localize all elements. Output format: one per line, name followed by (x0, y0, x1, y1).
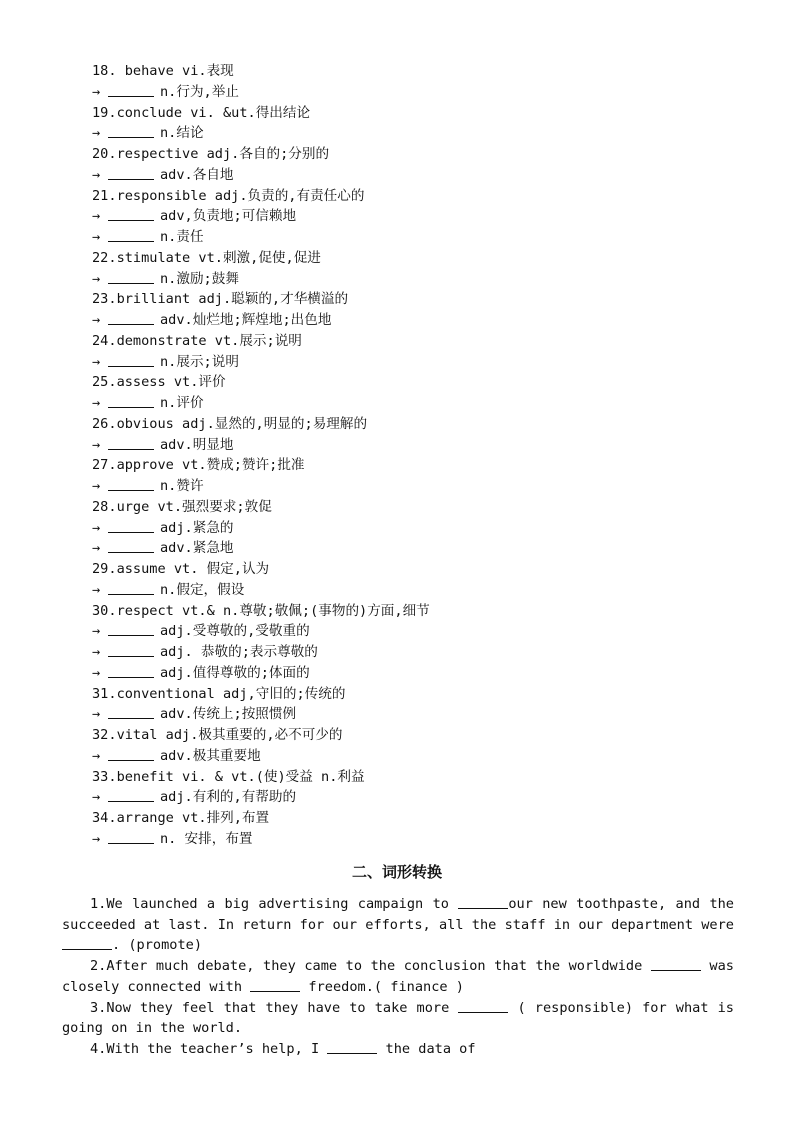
derived-form-row (92, 746, 430, 767)
entry-headword: behave vi.表现 (116, 63, 234, 79)
entry-number: 26. (92, 415, 117, 432)
derived-form-hint: n.假定，假设 (160, 581, 245, 598)
vocabulary-list (92, 61, 430, 850)
sentence-fragment: 2.After much debate, they came to the conclusion that the worldwide (90, 958, 651, 975)
entry-number: 33. (92, 768, 117, 785)
vocab-entry (92, 497, 430, 518)
entry-headword: respect vt.& n.尊敬;敬佩;(事物的)方面,细节 (116, 602, 430, 619)
answer-blank[interactable] (108, 643, 154, 657)
section-title: 二、词形转换 (351, 863, 442, 881)
derived-form-row (92, 580, 430, 601)
vocab-entry (92, 186, 430, 207)
entry-headword: respective adj.各自的;分别的 (116, 146, 330, 162)
entry-number: 23. (92, 291, 117, 308)
entry-headword: conclude vi. &ut.得出结论 (116, 104, 311, 121)
answer-blank[interactable] (108, 166, 154, 180)
sentence-fragment: . (promote) (112, 937, 203, 954)
entry-number: 20. (92, 146, 117, 162)
entry-number: 34. (92, 810, 117, 826)
vocab-entry (92, 601, 430, 622)
arrow-icon: → (92, 312, 101, 328)
arrow-icon: → (92, 83, 101, 100)
derived-form-hint: adj.有利的,有帮助的 (160, 789, 297, 806)
exercise-sentence (62, 894, 734, 956)
vocab-entry (92, 61, 430, 82)
entry-headword: assume vt. 假定,认为 (116, 561, 270, 577)
vocab-entry (92, 559, 430, 580)
answer-blank[interactable] (108, 436, 154, 450)
answer-blank[interactable] (108, 124, 154, 138)
derived-form-row (92, 206, 430, 227)
derived-form-hint: n. 安排，布置 (160, 830, 253, 847)
derived-form-row (92, 393, 430, 414)
answer-blank[interactable] (458, 999, 508, 1013)
derived-form-hint: adv.各自地 (160, 166, 234, 183)
arrow-icon: → (92, 125, 101, 142)
arrow-icon: → (92, 353, 101, 370)
sentence-fragment: our new toothpaste, and the succeeded at last. In return for our efforts, all the staff in our department were (62, 896, 734, 933)
derived-form-row (92, 123, 430, 144)
derived-form-row (92, 165, 430, 186)
derived-form-hint: n.赞许 (160, 478, 204, 494)
arrow-icon: → (92, 519, 101, 536)
derived-form-hint: adv.紧急地 (160, 540, 234, 557)
arrow-icon: → (92, 436, 101, 453)
answer-blank[interactable] (108, 830, 154, 844)
arrow-icon: → (92, 830, 101, 847)
entry-number: 31. (92, 685, 117, 702)
entry-headword: assess vt.评价 (116, 374, 226, 391)
derived-form-row (92, 787, 430, 808)
answer-blank[interactable] (62, 936, 112, 950)
arrow-icon: → (92, 664, 101, 681)
entry-number: 19. (92, 104, 117, 121)
entry-headword: stimulate vt.刺激,促使,促进 (116, 249, 321, 266)
derived-form-row (92, 310, 430, 331)
arrow-icon: → (92, 747, 101, 764)
vocab-entry (92, 808, 430, 829)
derived-form-hint: adj. 恭敬的;表示尊敬的 (160, 644, 318, 660)
sentence-fragment: 3.Now they feel that they have to take more (90, 999, 459, 1016)
answer-blank[interactable] (327, 1040, 377, 1054)
exercise-sentence (62, 998, 734, 1039)
entry-headword: approve vt.赞成;赞许;批准 (116, 457, 305, 474)
vocab-entry (92, 684, 430, 705)
entry-number: 29. (92, 561, 117, 577)
derived-form-hint: adv.传统上;按照惯例 (160, 706, 297, 723)
entry-number: 18. (92, 63, 117, 79)
answer-blank[interactable] (108, 83, 154, 97)
derived-form-row (92, 476, 430, 497)
entry-number: 21. (92, 187, 117, 204)
derived-form-row (92, 82, 430, 103)
entry-headword: brilliant adj.聪颖的,才华横溢的 (116, 291, 349, 308)
entry-headword: urge vt.强烈要求;敦促 (116, 498, 272, 515)
answer-blank[interactable] (108, 622, 154, 636)
answer-blank[interactable] (108, 519, 154, 533)
entry-headword: vital adj.极其重要的,必不可少的 (116, 727, 343, 743)
sentence-fragment: 4.With the teacher’s help, I (90, 1040, 328, 1057)
derived-form-hint: adj.紧急的 (160, 519, 234, 536)
sentence-fragment: was closely connected with (62, 958, 734, 995)
derived-form-row (92, 227, 430, 248)
arrow-icon: → (92, 166, 101, 183)
vocab-entry (92, 331, 430, 352)
answer-blank[interactable] (108, 353, 154, 367)
vocab-entry (92, 372, 430, 393)
answer-blank[interactable] (458, 895, 508, 909)
derived-form-hint: n.评价 (160, 395, 204, 411)
entry-headword: demonstrate vt.展示;说明 (116, 332, 302, 349)
answer-blank[interactable] (651, 957, 701, 971)
derived-form-row (92, 642, 430, 663)
arrow-icon: → (92, 229, 101, 245)
entry-headword: obvious adj.显然的,明显的;易理解的 (116, 415, 368, 432)
sentence-fragment: the data of (377, 1040, 476, 1057)
derived-form-hint: adv,负责地;可信赖地 (160, 208, 297, 225)
answer-blank[interactable] (108, 477, 154, 491)
arrow-icon: → (92, 395, 101, 411)
entry-number: 30. (92, 602, 117, 619)
vocab-entry (92, 289, 430, 310)
answer-blank[interactable] (108, 747, 154, 761)
exercise-sentence (62, 956, 734, 997)
entry-number: 27. (92, 457, 117, 474)
entry-headword: benefit vi. & vt.(使)受益 n.利益 (116, 768, 365, 785)
exercise-sentence (62, 1039, 734, 1060)
answer-blank[interactable] (108, 705, 154, 719)
answer-blank[interactable] (108, 664, 154, 678)
answer-blank[interactable] (108, 539, 154, 553)
sentence-fragment: 1.We launched a big advertising campaign to (90, 896, 459, 912)
answer-blank[interactable] (108, 270, 154, 284)
derived-form-hint: n.结论 (160, 125, 204, 142)
derived-form-row (92, 352, 430, 373)
entry-number: 25. (92, 374, 117, 391)
derived-form-row (92, 518, 430, 539)
derived-form-row (92, 829, 430, 850)
answer-blank[interactable] (108, 228, 154, 242)
entry-number: 32. (92, 727, 117, 743)
entry-number: 22. (92, 249, 117, 266)
derived-form-hint: adj.受尊敬的,受敬重的 (160, 623, 310, 640)
derived-form-hint: n.行为,举止 (160, 83, 239, 100)
derived-form-hint: adv.明显地 (160, 436, 234, 453)
vocab-entry (92, 414, 430, 435)
sentence-fragment: ( responsible) for what is going on in the world. (62, 999, 734, 1037)
sentence-fragment: freedom.( finance ) (300, 978, 464, 995)
derived-form-hint: adv.灿烂地;辉煌地;出色地 (160, 312, 332, 328)
derived-form-row (92, 621, 430, 642)
arrow-icon: → (92, 208, 101, 225)
derived-form-hint: adv.极其重要地 (160, 747, 261, 764)
entry-number: 24. (92, 332, 117, 349)
vocab-entry (92, 767, 430, 788)
derived-form-row (92, 269, 430, 290)
vocab-entry (92, 455, 430, 476)
arrow-icon: → (92, 581, 101, 598)
arrow-icon: → (92, 623, 101, 640)
derived-form-hint: adj.值得尊敬的;体面的 (160, 664, 310, 681)
vocab-entry (92, 103, 430, 124)
arrow-icon: → (92, 540, 101, 557)
arrow-icon: → (92, 789, 101, 806)
derived-form-row (92, 538, 430, 559)
entry-headword: arrange vt.排列,布置 (116, 810, 270, 826)
entry-headword: responsible adj.负责的,有责任心的 (116, 187, 365, 204)
answer-blank[interactable] (108, 394, 154, 408)
exercise-list (62, 894, 734, 1060)
entry-number: 28. (92, 498, 117, 515)
derived-form-hint: n.激励;鼓舞 (160, 270, 239, 287)
derived-form-row (92, 704, 430, 725)
answer-blank[interactable] (108, 788, 154, 802)
answer-blank[interactable] (108, 311, 154, 325)
entry-headword: conventional adj,守旧的;传统的 (116, 685, 346, 702)
arrow-icon: → (92, 478, 101, 494)
answer-blank[interactable] (108, 207, 154, 221)
vocab-entry (92, 725, 430, 746)
answer-blank[interactable] (108, 581, 154, 595)
arrow-icon: → (92, 270, 101, 287)
arrow-icon: → (92, 706, 101, 723)
vocab-entry (92, 248, 430, 269)
derived-form-hint: n.展示;说明 (160, 353, 239, 370)
vocab-entry (92, 144, 430, 165)
arrow-icon: → (92, 644, 101, 660)
derived-form-row (92, 663, 430, 684)
derived-form-hint: n.责任 (160, 229, 204, 245)
derived-form-row (92, 435, 430, 456)
answer-blank[interactable] (250, 978, 300, 992)
